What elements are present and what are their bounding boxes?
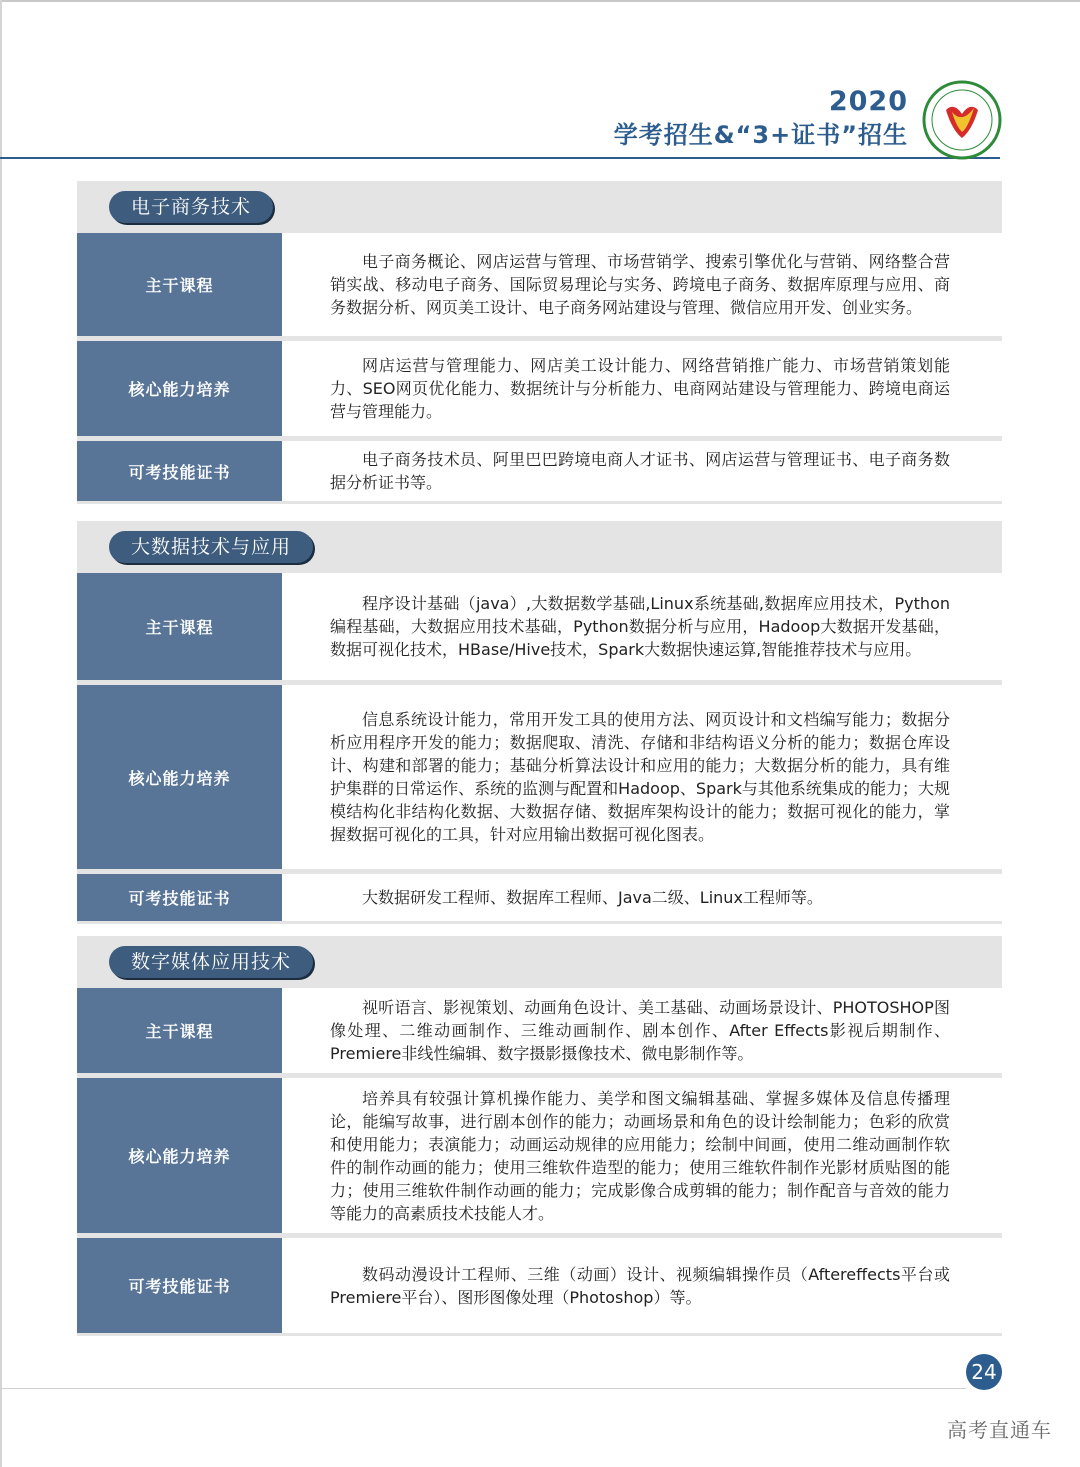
page-top-border	[0, 0, 1080, 2]
row-label: 核心能力培养	[77, 1078, 282, 1233]
section-title: 电子商务技术	[109, 191, 273, 223]
row-content	[282, 233, 1002, 336]
header-year: 2020	[828, 86, 908, 117]
row-content	[282, 988, 1002, 1073]
row-content-text: 信息系统设计能力，常用开发工具的使用方法、网页设计和文档编写能力；数据分析应用程序开发的能力；数据爬取、清洗、存储和非结构语义分析的能力；数据仓库设计、构建和部署的能力；基础分析算法设计和应用的能力；大数据分析的能力，具有维护集群的日常运作、系统的监测与配置和Hadoop、Spark与其他系统集成的能力；大规模结构化非结构化数据、大数据存储、数据库架构设计的能力；数据可视化的能力，掌握数据可视化的工具，针对应用输出数据可视化图表。	[330, 710, 950, 844]
row-content-text: 数码动漫设计工程师、三维（动画）设计、视频编辑操作员（Aftereffects平台或Premiere平台）、图形图像处理（Photoshop）等。	[330, 1264, 950, 1307]
table-row	[77, 1238, 1002, 1336]
page-number: 24	[966, 1354, 1002, 1390]
row-label: 核心能力培养	[77, 341, 282, 436]
table-row	[77, 573, 1002, 685]
table-row	[77, 233, 1002, 341]
row-label: 可考技能证书	[77, 1238, 282, 1333]
header-title: 学考招生&“3+证书”招生	[613, 121, 908, 149]
row-label: 可考技能证书	[77, 874, 282, 921]
row-content-text: 程序设计基础（java）,大数据数学基础,Linux系统基础,数据库应用技术，Python编程基础，大数据应用技术基础，Python数据分析与应用，Hadoop大数据开发基础，数据可视化技术，HBase/Hive技术，Spark大数据快速运算,智能推荐技术与应用。	[330, 594, 950, 659]
section-title: 数字媒体应用技术	[109, 946, 313, 978]
program-section-digital-media	[77, 936, 1002, 1336]
row-content-text: 大数据研发工程师、数据库工程师、Java二级、Linux工程师等。	[362, 888, 823, 907]
school-emblem-icon	[922, 80, 1002, 160]
section-header	[77, 936, 1002, 988]
row-content-text: 培养具有较强计算机操作能力、美学和图文编辑基础、掌握多媒体及信息传播理论，能编写故事，进行剧本创作的能力；动画场景和角色的设计绘制能力；色彩的欣赏和使用能力；表演能力；动画运动规律的应用能力；绘制中间画，使用二维动画制作软件的制作动画的能力；使用三维软件造型的能力；使用三维软件制作光影材质贴图的能力；使用三维软件制作动画的能力；完成影像合成剪辑的能力；制作配音与音效的能力等能力的高素质技术技能人才。	[330, 1088, 950, 1223]
table-row	[77, 341, 1002, 441]
section-header	[77, 181, 1002, 233]
row-label: 主干课程	[77, 573, 282, 680]
row-label: 可考技能证书	[77, 441, 282, 501]
row-label: 主干课程	[77, 988, 282, 1073]
row-content-text: 网店运营与管理能力、网店美工设计能力、网络营销推广能力、市场营销策划能力、SEO网页优化能力、数据统计与分析能力、电商网站建设与管理能力、跨境电商运营与管理能力。	[330, 356, 950, 421]
table-row	[77, 441, 1002, 504]
row-content-text: 视听语言、影视策划、动画角色设计、美工基础、动画场景设计、PHOTOSHOP图像处理、二维动画制作、三维动画制作、剧本创作、After Effects影视后期制作、Premiere非线性编辑、数字摄影摄像技术、微电影制作等。	[330, 998, 950, 1063]
watermark-text: 高考直通车	[947, 1418, 1052, 1442]
row-content-text: 电子商务技术员、阿里巴巴跨境电商人才证书、网店运营与管理证书、电子商务数据分析证书等。	[330, 450, 950, 492]
row-content	[282, 874, 1002, 921]
table-row	[77, 988, 1002, 1078]
program-section-ecommerce	[77, 181, 1002, 504]
row-content	[282, 1238, 1002, 1333]
row-content	[282, 1078, 1002, 1233]
row-label: 主干课程	[77, 233, 282, 336]
section-title: 大数据技术与应用	[109, 531, 313, 563]
header-divider	[0, 157, 1000, 159]
section-header	[77, 521, 1002, 573]
row-label: 核心能力培养	[77, 685, 282, 869]
page-left-border	[0, 0, 2, 1467]
table-row	[77, 874, 1002, 924]
row-content-text: 电子商务概论、网店运营与管理、市场营销学、搜索引擎优化与营销、网络整合营销实战、移动电子商务、国际贸易理论与实务、跨境电子商务、数据库原理与应用、商务数据分析、网页美工设计、电子商务网站建设与管理、微信应用开发、创业实务。	[330, 252, 950, 317]
footer-divider	[0, 1388, 966, 1389]
table-row	[77, 1078, 1002, 1238]
row-content	[282, 441, 1002, 501]
row-content	[282, 341, 1002, 436]
row-content	[282, 573, 1002, 680]
table-row	[77, 685, 1002, 874]
program-section-bigdata	[77, 521, 1002, 924]
row-content	[282, 685, 1002, 869]
